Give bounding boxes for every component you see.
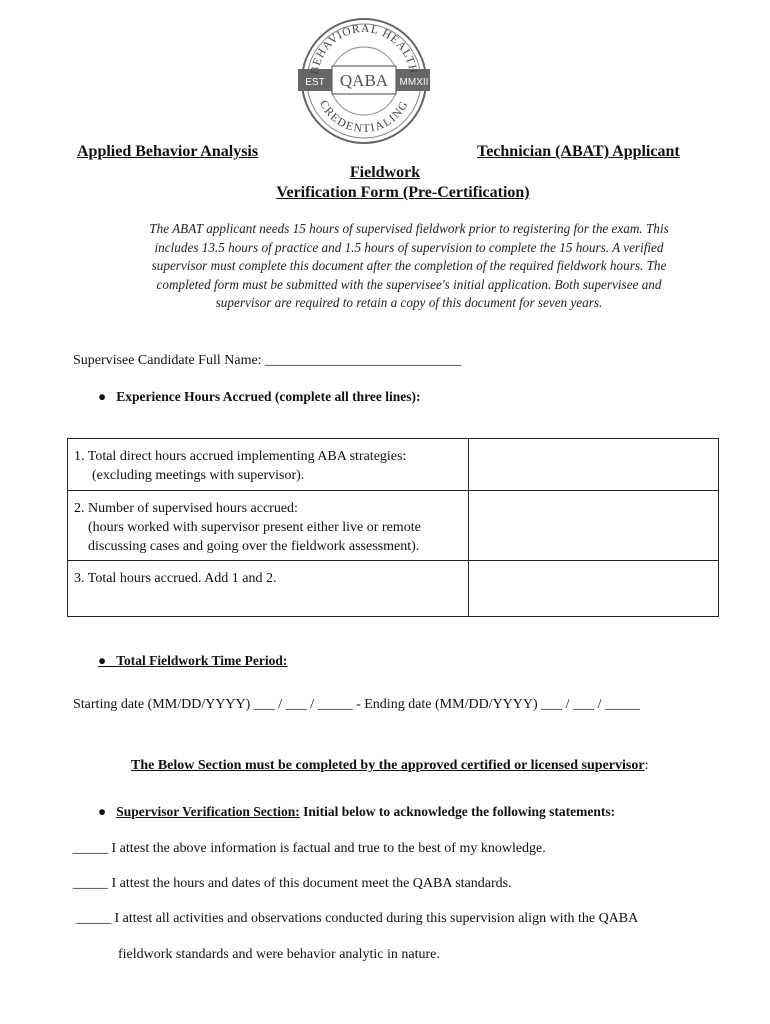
verification-rest-text: Initial below to acknowledge the following statements: xyxy=(299,804,616,819)
logo-center-text: QABA xyxy=(339,71,389,90)
logo-bottom-arc-text: CREDENTIALING xyxy=(316,98,412,136)
title-right: Technician (ABAT) Applicant xyxy=(477,143,680,160)
title-left: Applied Behavior Analysis xyxy=(77,143,259,160)
direct-hours-label xyxy=(68,439,469,491)
row3-line1: 3. Total hours accrued. Add 1 and 2. xyxy=(74,571,277,586)
total-hours-label xyxy=(68,561,469,617)
row1-line1: 1. Total direct hours accrued implementing ABA strategies: xyxy=(74,449,407,464)
row1-line2: (excluding meetings with supervisor). xyxy=(92,468,305,483)
supervisor-section-heading xyxy=(131,758,648,774)
direct-hours-input[interactable] xyxy=(468,439,718,491)
attest-activities-continued: fieldwork standards and were behavior analytic in nature. xyxy=(118,947,440,962)
time-period-text: Total Fieldwork Time Period: xyxy=(116,653,288,668)
hours-table xyxy=(67,438,719,617)
qaba-seal-logo xyxy=(288,16,440,146)
supervisor-verification-heading xyxy=(98,804,615,820)
supervised-hours-label xyxy=(68,491,469,561)
attest-activities-initial[interactable]: _____ I attest all activities and observations conducted during this supervision align with the QABA xyxy=(76,911,639,926)
logo-top-arc-text: BEHAVIORAL HEALTH xyxy=(309,22,419,76)
table-row xyxy=(68,439,719,491)
experience-hours-text: Experience Hours Accrued (complete all three lines): xyxy=(116,389,421,404)
heading-colon: : xyxy=(644,758,649,773)
row2-line1: 2. Number of supervised hours accrued: xyxy=(74,501,298,516)
logo-right-text: MMXII xyxy=(399,77,429,88)
experience-hours-heading xyxy=(98,389,420,405)
date-range-field[interactable]: Starting date (MM/DD/YYYY) ___ / ___ / _____ - Ending date (MM/DD/YYYY) ___ / ___ / _____ xyxy=(73,697,640,712)
attest-standards-initial[interactable]: _____ I attest the hours and dates of this document meet the QABA standards. xyxy=(73,876,512,891)
candidate-name-field[interactable]: Supervisee Candidate Full Name: ____________________________ xyxy=(73,353,462,368)
title-line-2: Fieldwork xyxy=(349,164,421,181)
supervised-hours-input[interactable] xyxy=(468,491,718,561)
attest-accuracy-initial[interactable]: _____ I attest the above information is factual and true to the best of my knowledge. xyxy=(73,841,546,856)
supervisor-section-heading-text: The Below Section must be completed by the approved certified or licensed supervisor xyxy=(131,758,645,773)
verification-underlined-text: Supervisor Verification Section: xyxy=(116,804,300,819)
row2-line2: (hours worked with supervisor present either live or remote xyxy=(88,520,421,535)
table-row xyxy=(68,561,719,617)
table-row xyxy=(68,491,719,561)
logo-left-text: EST xyxy=(305,77,325,88)
row2-line3: discussing cases and going over the fieldwork assessment). xyxy=(88,539,420,554)
title-line-3: Verification Form (Pre-Certification) xyxy=(276,184,530,201)
intro-paragraph: The ABAT applicant needs 15 hours of supervised fieldwork prior to registering for the exam. This includes 13.5 hours of practice and 1.5 hours of supervision to complete the 15 hours. A verified supervisor must complete this document after the completion of the required fieldwork hours. The completed form must be submitted with the supervisee's initial application. Both supervisee and supervisor are required to retain a copy of this document for seven years. xyxy=(149,221,669,310)
total-hours-input[interactable] xyxy=(468,561,718,617)
bullet-dot: ● xyxy=(98,804,107,819)
bullet-dot: ● xyxy=(98,653,117,668)
time-period-heading xyxy=(98,653,287,669)
bullet-dot: ● xyxy=(98,389,107,404)
